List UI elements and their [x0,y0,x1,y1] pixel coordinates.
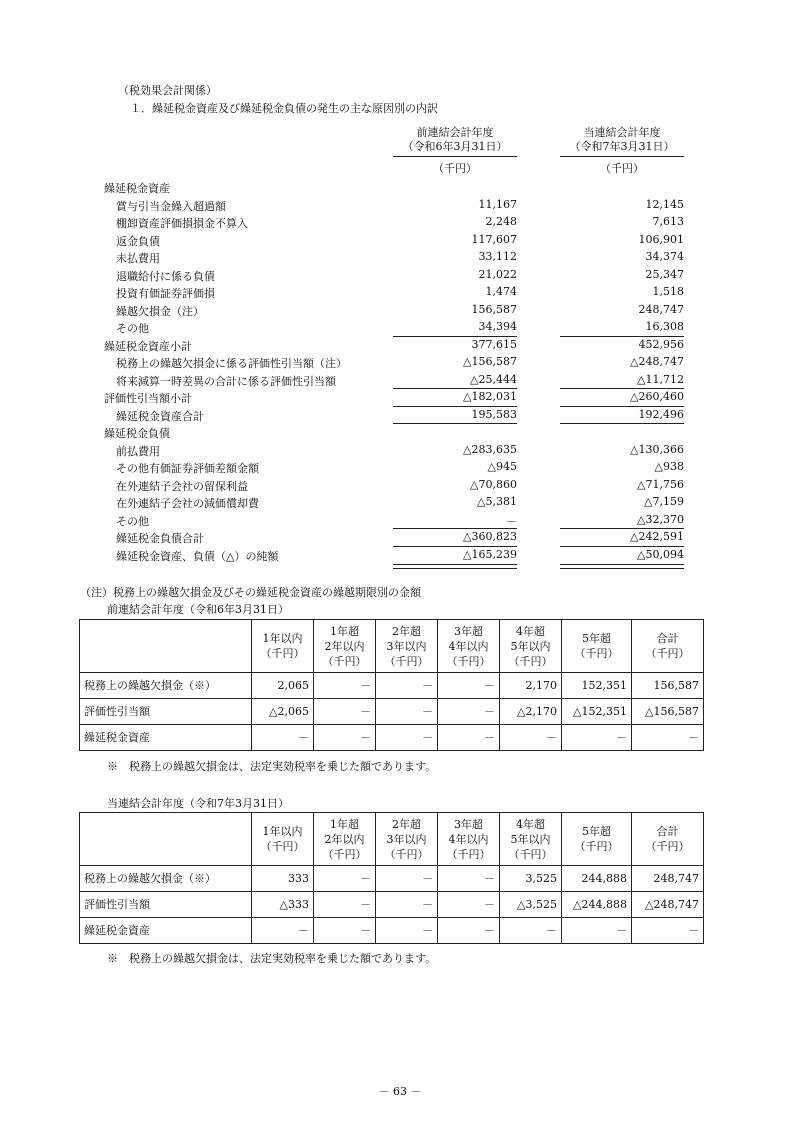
row-label-cell: 税務上の繰越欠損金（※） [80,866,252,892]
value-cell: △156,587 [632,699,704,725]
period-header-cell [562,813,632,866]
value-cell: 156,587 [632,673,704,699]
period-header-line: 1年超 [330,817,359,831]
header-row [80,620,704,673]
breakdown-row-prev-value: △5,381 [477,495,517,508]
period-header-line: 合計 [656,825,679,838]
curr-year-title: 当連結会計年度 [583,126,661,139]
value-cell: － [500,918,562,944]
period-header-cell [500,813,562,866]
row-label-cell: 評価性引当額 [80,892,252,918]
value-cell: － [562,918,632,944]
value-cell: － [376,892,438,918]
period-header-line: 4年超 [516,817,545,831]
value-cell: － [438,673,500,699]
period-header-line: （千円） [645,840,690,853]
value-cell: △152,351 [562,699,632,725]
value-cell: － [314,866,376,892]
breakdown-row-prev-value: 156,587 [471,302,517,316]
breakdown-row-curr-value: △260,460 [630,390,684,403]
breakdown-row-curr-value: △248,747 [630,355,684,368]
value-cell: － [500,725,562,751]
breakdown-row-curr-value: △938 [654,460,684,473]
row-label-cell: 税務上の繰越欠損金（※） [80,673,252,699]
period-header-line: 4年以内 [448,832,489,846]
subtotal-rule [393,406,517,407]
breakdown-row-curr-value: △11,712 [637,372,684,386]
breakdown-row-prev-value: △156,587 [463,355,517,368]
table-row [80,699,704,725]
breakdown-row-label: 在外連結子会社の留保利益 [116,479,248,493]
period-header-cell [438,620,500,673]
breakdown-row-curr-value: 1,518 [652,285,684,298]
value-cell: 152,351 [562,673,632,699]
subtotal-rule [560,388,684,389]
value-cell: 244,888 [562,866,632,892]
period-header-line: 合計 [656,632,679,645]
value-cell: － [438,918,500,944]
period-header-line: （千円） [508,654,553,668]
value-cell: － [376,699,438,725]
breakdown-row-prev-value: 1,474 [485,285,517,298]
carryforward-table-caption: 当連結会計年度（令和7年3月31日） [107,797,289,810]
table-row [80,866,704,892]
value-cell: － [438,892,500,918]
breakdown-row-curr-value: △32,370 [637,512,684,526]
value-cell: － [632,725,704,751]
table-row [80,673,704,699]
subsection-title: １．繰延税金資産及び繰延税金負債の発生の主な原因別の内訳 [130,102,438,115]
section-title: （税効果会計関係） [118,84,217,97]
value-cell: 333 [252,866,314,892]
period-header-line: 4年以内 [448,639,489,653]
page-number: － 63 － [378,1085,422,1098]
breakdown-row-label: 税務上の繰越欠損金に係る評価性引当額（注） [116,357,347,370]
subtotal-rule [560,406,684,407]
breakdown-row-label: 繰延税金負債 [104,427,170,440]
breakdown-row-curr-value: 12,145 [645,197,684,211]
period-header-line: 1年以内 [262,632,303,645]
value-cell: － [314,725,376,751]
breakdown-row-label: 繰越欠損金（注） [116,304,204,318]
breakdown-row-prev-value: △945 [487,460,517,473]
breakdown-row-curr-value: 25,347 [645,267,684,281]
note-title: （注）税務上の繰越欠損金及びその繰延税金資産の繰越期限別の金額 [80,586,421,599]
breakdown-row-label: その他 [116,514,149,528]
breakdown-row-prev-value: 11,167 [478,197,517,211]
period-header-line: 2年超 [392,817,421,831]
period-header-line: 2年以内 [324,639,365,653]
period-header-line: （千円） [446,654,491,668]
table-row [80,892,704,918]
period-header-line: （千円） [322,654,367,668]
breakdown-row-curr-value: △71,756 [637,477,684,491]
breakdown-row-prev-value: △70,860 [470,477,517,491]
breakdown-row-prev-value: 2,248 [485,215,517,228]
curr-header-rule [560,156,684,157]
period-header-line: 2年以内 [324,832,365,846]
total-double-rule [393,564,517,569]
subtotal-rule [393,528,517,529]
value-cell: △3,525 [500,892,562,918]
period-header-line: 4年超 [516,624,545,638]
subtotal-rule [393,546,517,547]
breakdown-row-label: 繰延税金資産 [104,182,170,195]
breakdown-row-label: 棚卸資産評価損損金不算入 [116,217,248,230]
breakdown-row-curr-value: △7,159 [644,495,684,508]
value-cell: 248,747 [632,866,704,892]
breakdown-row-label: 在外連結子会社の減価償却費 [116,497,259,510]
subtotal-rule [560,546,684,547]
breakdown-row-label: 前払費用 [116,444,160,458]
breakdown-row-curr-value: 7,613 [652,215,684,228]
period-header-line: （千円） [384,654,429,668]
value-cell: － [314,918,376,944]
period-header-line: （千円） [260,840,305,853]
value-cell: － [252,918,314,944]
breakdown-row-label: 投資有価証券評価損 [116,287,215,300]
period-header-line: 3年超 [454,624,483,638]
period-header-cell [252,620,314,673]
value-cell: － [438,725,500,751]
value-cell: △244,888 [562,892,632,918]
total-double-rule [560,564,684,569]
row-label-cell: 繰延税金資産 [80,918,252,944]
breakdown-row-prev-value: 195,583 [471,407,517,421]
prev-year-date: （令和6年3月31日） [402,140,508,153]
value-cell: － [632,918,704,944]
period-header-line: （千円） [645,647,690,660]
value-cell: － [314,892,376,918]
period-header-line: 5年以内 [510,639,551,653]
breakdown-row-curr-value: 192,496 [638,407,684,421]
period-header-line: 3年以内 [386,832,427,846]
subtotal-rule [560,528,684,529]
period-header-line: （千円） [446,847,491,861]
value-cell: － [376,866,438,892]
table-row [80,918,704,944]
period-header-line: （千円） [260,647,305,660]
breakdown-row-prev-value: 34,394 [478,320,517,333]
breakdown-row-curr-value: △130,366 [630,442,684,456]
header-row [80,813,704,866]
carryforward-table [79,619,704,751]
prev-header-rule [393,156,517,157]
period-header-cell [314,813,376,866]
period-header-line: （千円） [574,647,619,660]
breakdown-row-label: 未払費用 [116,252,160,265]
subtotal-rule [393,336,517,337]
breakdown-row-prev-value: 377,615 [471,337,517,351]
value-cell: － [438,866,500,892]
value-cell: － [376,725,438,751]
breakdown-row-label: その他有価証券評価差額金額 [116,462,259,475]
breakdown-row-curr-value: 106,901 [638,232,684,246]
breakdown-row-curr-value: 248,747 [638,302,684,316]
period-header-line: （千円） [574,840,619,853]
breakdown-row-label: 将来減算一時差異の合計に係る評価性引当額 [116,374,336,388]
subtotal-rule [560,336,684,337]
period-header-cell [314,620,376,673]
breakdown-row-label: 繰延税金資産、負債（△）の純額 [116,549,279,563]
value-cell: － [314,699,376,725]
value-cell: － [438,699,500,725]
period-header-line: 1年超 [330,624,359,638]
value-cell: 2,170 [500,673,562,699]
curr-unit: （千円） [600,162,644,175]
breakdown-row-label: 繰延税金負債合計 [116,532,204,545]
value-cell: － [314,673,376,699]
period-header-cell [438,813,500,866]
period-header-line: 3年以内 [386,639,427,653]
breakdown-row-prev-value: 21,022 [478,267,517,281]
period-header-line: （千円） [508,847,553,861]
carryforward-table-caption: 前連結会計年度（令和6年3月31日） [107,603,289,616]
period-header-line: （千円） [384,847,429,861]
header-corner-cell [80,813,252,866]
breakdown-row-label: 退職給付に係る負債 [116,269,215,283]
period-header-line: 3年超 [454,817,483,831]
section-rule [393,423,517,424]
breakdown-row-curr-value: 16,308 [645,320,684,333]
breakdown-row-curr-value: △242,591 [630,530,684,543]
breakdown-row-label: 繰延税金資産小計 [104,339,192,353]
breakdown-row-prev-value: 117,607 [471,232,517,246]
subtotal-rule [393,388,517,389]
period-header-cell [632,813,704,866]
period-header-line: 5年超 [582,825,611,838]
breakdown-row-label: 繰延税金資産合計 [116,409,204,423]
period-header-line: 1年以内 [262,825,303,838]
period-header-cell [632,620,704,673]
period-header-cell [500,620,562,673]
value-cell: － [376,918,438,944]
breakdown-row-label: 返金負債 [116,234,160,248]
row-label-cell: 繰延税金資産 [80,725,252,751]
breakdown-row-curr-value: 34,374 [645,250,684,263]
value-cell: － [376,673,438,699]
period-header-cell [562,620,632,673]
breakdown-row-curr-value: △50,094 [637,547,684,561]
period-header-cell [376,620,438,673]
prev-year-title: 前連結会計年度 [416,126,494,139]
section-rule [560,423,684,424]
breakdown-row-prev-value: 33,112 [478,250,517,263]
curr-year-date: （令和7年3月31日） [569,140,675,153]
period-header-cell [376,813,438,866]
period-header-line: 2年超 [392,624,421,638]
period-header-line: （千円） [322,847,367,861]
breakdown-row-label: 賞与引当金繰入超過額 [116,199,226,213]
value-cell: 2,065 [252,673,314,699]
value-cell: △333 [252,892,314,918]
breakdown-row-curr-value: 452,956 [638,337,684,351]
breakdown-row-label: 評価性引当額小計 [104,392,192,405]
breakdown-row-prev-value: － [506,514,517,528]
prev-unit: （千円） [433,162,477,175]
header-corner-cell [80,620,252,673]
period-header-line: 5年以内 [510,832,551,846]
period-header-line: 5年超 [582,632,611,645]
table-row [80,725,704,751]
carryforward-footnote: ※ 税務上の繰越欠損金は、法定実効税率を乗じた額であります。 [107,952,437,965]
value-cell: 3,525 [500,866,562,892]
breakdown-row-prev-value: △182,031 [463,390,517,403]
value-cell: △2,170 [500,699,562,725]
carryforward-table [79,812,704,944]
breakdown-row-prev-value: △360,823 [463,530,517,543]
period-header-cell [252,813,314,866]
breakdown-row-prev-value: △283,635 [463,442,517,456]
breakdown-row-prev-value: △25,444 [470,372,517,386]
value-cell: △2,065 [252,699,314,725]
carryforward-footnote: ※ 税務上の繰越欠損金は、法定実効税率を乗じた額であります。 [107,760,437,773]
breakdown-row-prev-value: △165,239 [463,547,517,561]
value-cell: － [562,725,632,751]
value-cell: △248,747 [632,892,704,918]
value-cell: － [252,725,314,751]
row-label-cell: 評価性引当額 [80,699,252,725]
breakdown-row-label: その他 [116,322,149,335]
